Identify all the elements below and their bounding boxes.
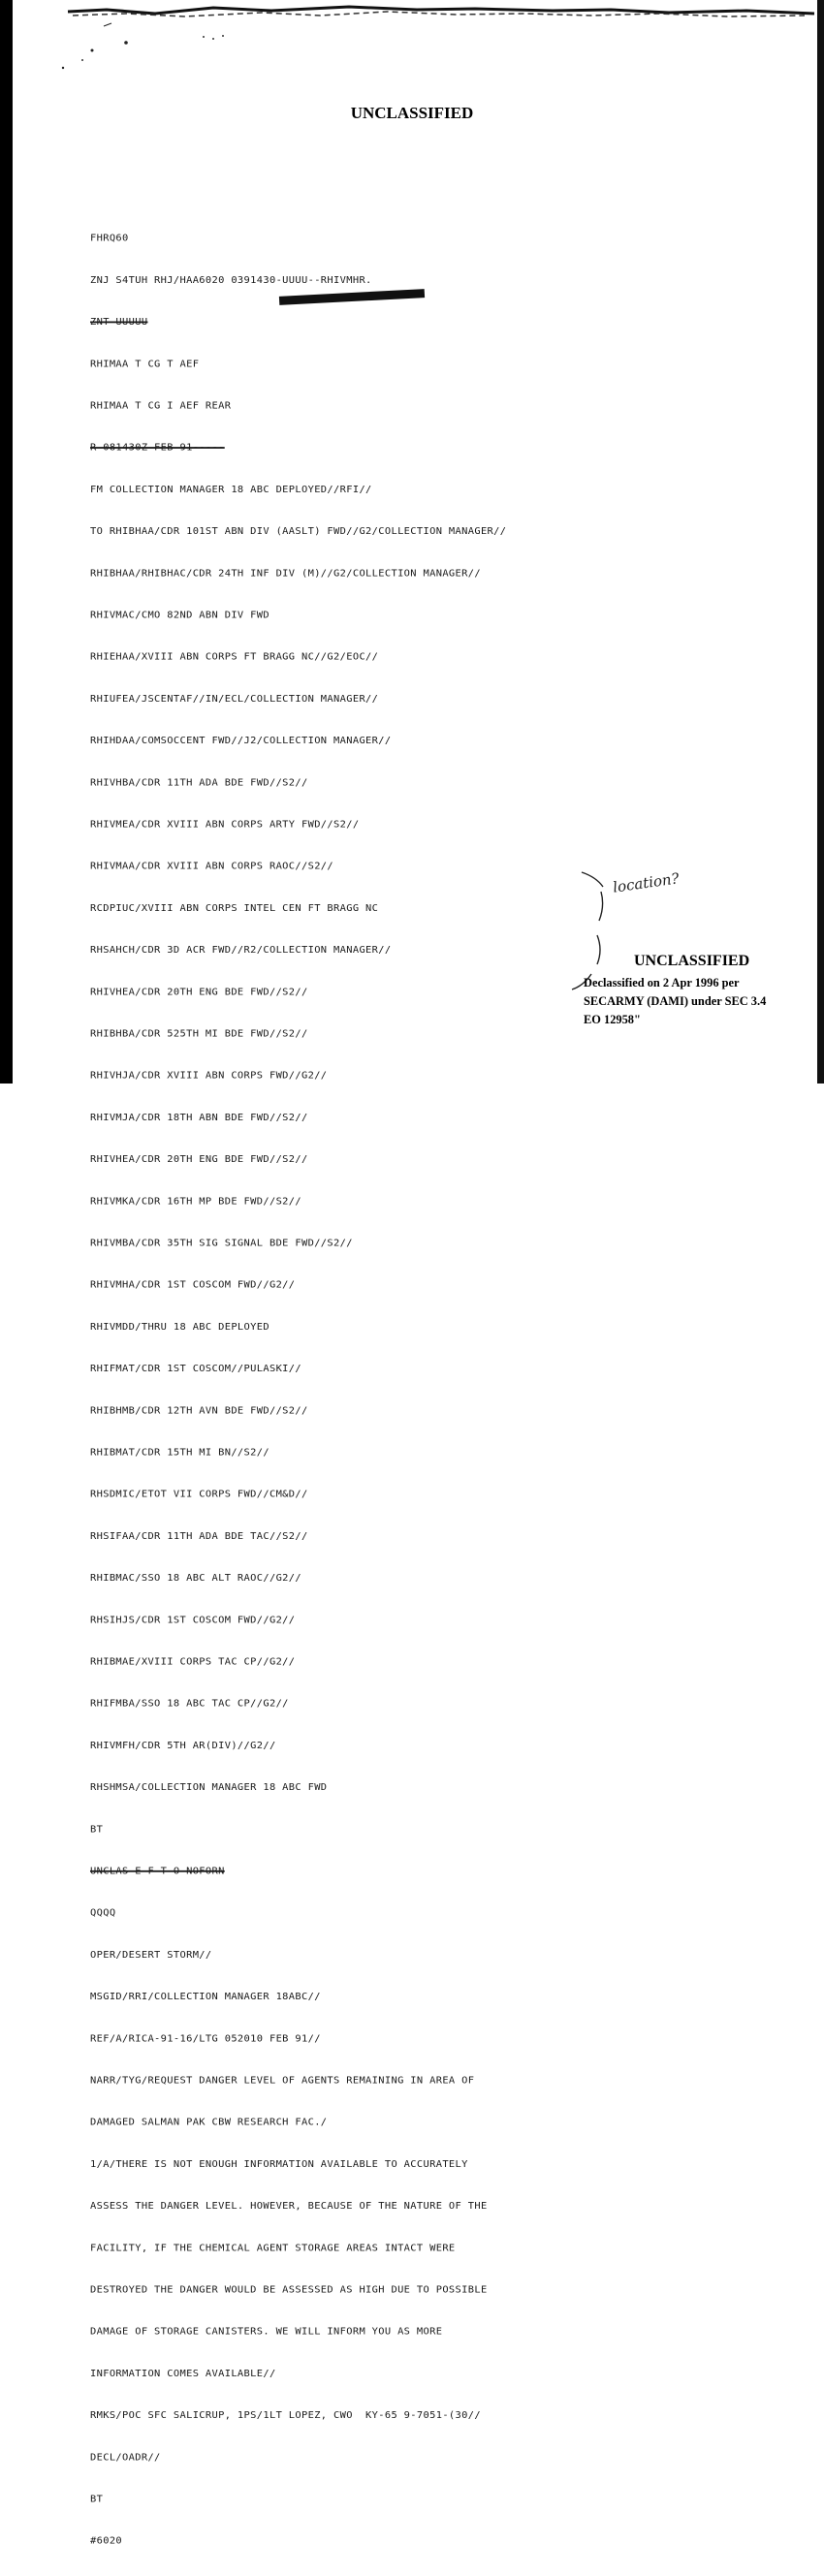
- message-line: ASSESS THE DANGER LEVEL. HOWEVER, BECAUSE OF THE NATURE OF THE: [90, 2201, 488, 2212]
- message-line: RHIVMFH/CDR 5TH AR(DIV)//G2//: [90, 1740, 276, 1751]
- message-line: UNCLAS E F T O NOFORN: [90, 1866, 225, 1877]
- declassification-line: SECARMY (DAMI) under SEC 3.4: [584, 994, 767, 1008]
- top-edge-scan-artifact: [68, 2, 814, 23]
- message-line: ZNJ S4TUH RHJ/HAA6020 0391430-UUUU--RHIVMHR.: [90, 274, 372, 286]
- message-line: #6020: [90, 2535, 123, 2547]
- message-line: RHIVMJA/CDR 18TH ABN BDE FWD//S2//: [90, 1112, 308, 1123]
- message-line: BT: [90, 2494, 104, 2505]
- message-line: REF/A/RICA-91-16/LTG 052010 FEB 91//: [90, 2033, 321, 2044]
- declassification-line: EO 12958": [584, 1013, 641, 1026]
- message-line: RMKS/POC SFC SALICRUP, 1PS/1LT LOPEZ, CWO KY-65 9-7051-(30//: [90, 2410, 481, 2421]
- message-line: ZNT UUUUU: [90, 317, 148, 328]
- message-line: DESTROYED THE DANGER WOULD BE ASSESSED AS HIGH DUE TO POSSIBLE: [90, 2284, 488, 2296]
- message-line: RCDPIUC/XVIII ABN CORPS INTEL CEN FT BRAGG NC: [90, 902, 379, 914]
- message-line: RHIBHBA/CDR 525TH MI BDE FWD//S2//: [90, 1028, 308, 1040]
- message-line: RHIVMAC/CMO 82ND ABN DIV FWD: [90, 610, 269, 621]
- message-line: MSGID/RRI/COLLECTION MANAGER 18ABC//: [90, 1992, 321, 2002]
- teletype-message-body: [90, 204, 506, 2576]
- message-line: INFORMATION COMES AVAILABLE//: [90, 2368, 276, 2379]
- message-line: RHIBMAT/CDR 15TH MI BN//S2//: [90, 1447, 269, 1459]
- message-line: RHSIHJS/CDR 1ST COSCOM FWD//G2//: [90, 1615, 296, 1625]
- message-line: NARR/TYG/REQUEST DANGER LEVEL OF AGENTS REMAINING IN AREA OF: [90, 2075, 475, 2087]
- message-line: RHIVMAA/CDR XVIII ABN CORPS RAOC//S2//: [90, 861, 334, 872]
- message-line: RHIHDAA/COMSOCCENT FWD//J2/COLLECTION MANAGER//: [90, 736, 392, 746]
- message-line: RHIVMBA/CDR 35TH SIG SIGNAL BDE FWD//S2//: [90, 1238, 353, 1249]
- message-line: R 081430Z FEB 91-----: [90, 442, 225, 454]
- message-line: RHIVHBA/CDR 11TH ADA BDE FWD//S2//: [90, 777, 308, 788]
- declassification-stamp: [584, 952, 766, 1029]
- message-line: TO RHIBHAA/CDR 101ST ABN DIV (AASLT) FWD//G2/COLLECTION MANAGER//: [90, 526, 507, 537]
- handwritten-annotation: location?: [612, 869, 681, 896]
- message-line: RHIFMAT/CDR 1ST COSCOM//PULASKI//: [90, 1364, 301, 1374]
- message-line: RHSAHCH/CDR 3D ACR FWD//R2/COLLECTION MANAGER//: [90, 945, 392, 956]
- message-line: RHIVMEA/CDR XVIII ABN CORPS ARTY FWD//S2//: [90, 819, 360, 831]
- message-line: FM COLLECTION MANAGER 18 ABC DEPLOYED//RFI//: [90, 484, 372, 495]
- message-line: RHSIFAA/CDR 11TH ADA BDE TAC//S2//: [90, 1530, 308, 1542]
- scan-left-border: [0, 0, 13, 1084]
- message-line: FHRQ60: [90, 233, 129, 244]
- message-line: BT: [90, 1824, 104, 1835]
- message-line: OPER/DESERT STORM//: [90, 1949, 212, 1961]
- message-line: RHIBHMB/CDR 12TH AVN BDE FWD//S2//: [90, 1405, 308, 1416]
- message-line: RHIVHEA/CDR 20TH ENG BDE FWD//S2//: [90, 1154, 308, 1165]
- message-line: RHIBMAC/SSO 18 ABC ALT RAOC//G2//: [90, 1573, 301, 1584]
- message-line: 1/A/THERE IS NOT ENOUGH INFORMATION AVAILABLE TO ACCURATELY: [90, 2158, 468, 2170]
- message-line: RHIBMAE/XVIII CORPS TAC CP//G2//: [90, 1656, 296, 1668]
- scan-right-border: [817, 0, 824, 1084]
- message-line: RHIVHEA/CDR 20TH ENG BDE FWD//S2//: [90, 987, 308, 997]
- header-classification-marking: UNCLASSIFIED: [350, 104, 474, 122]
- message-line: RHSDMIC/ETOT VII CORPS FWD//CM&D//: [90, 1489, 308, 1500]
- message-line: FACILITY, IF THE CHEMICAL AGENT STORAGE AREAS INTACT WERE: [90, 2243, 456, 2253]
- message-line: RHIVMHA/CDR 1ST COSCOM FWD//G2//: [90, 1279, 296, 1291]
- message-line: RHIMAA T CG T AEF: [90, 359, 200, 369]
- footer-classification-marking: UNCLASSIFIED: [634, 953, 750, 969]
- message-line: RHIVHJA/CDR XVIII ABN CORPS FWD//G2//: [90, 1070, 328, 1082]
- message-line: RHIVMKA/CDR 16TH MP BDE FWD//S2//: [90, 1196, 301, 1207]
- message-line: RHSHMSA/COLLECTION MANAGER 18 ABC FWD: [90, 1782, 328, 1793]
- declassification-line: Declassified on 2 Apr 1996 per: [584, 976, 740, 990]
- message-line: RHIBHAA/RHIBHAC/CDR 24TH INF DIV (M)//G2/COLLECTION MANAGER//: [90, 568, 481, 579]
- message-line: DAMAGED SALMAN PAK CBW RESEARCH FAC./: [90, 2117, 328, 2128]
- message-line: DECL/OADR//: [90, 2452, 161, 2463]
- message-line: RHIEHAA/XVIII ABN CORPS FT BRAGG NC//G2/EOC//: [90, 651, 379, 663]
- message-line: RHIUFEA/JSCENTAF//IN/ECL/COLLECTION MANAGER//: [90, 693, 379, 705]
- message-line: RHIFMBA/SSO 18 ABC TAC CP//G2//: [90, 1698, 289, 1710]
- message-line: RHIMAA T CG I AEF REAR: [90, 400, 232, 412]
- message-line: DAMAGE OF STORAGE CANISTERS. WE WILL INFORM YOU AS MORE: [90, 2326, 443, 2338]
- message-line: QQQQ: [90, 1907, 116, 1919]
- scan-specks: [53, 21, 247, 79]
- message-line: RHIVMDD/THRU 18 ABC DEPLOYED: [90, 1321, 269, 1333]
